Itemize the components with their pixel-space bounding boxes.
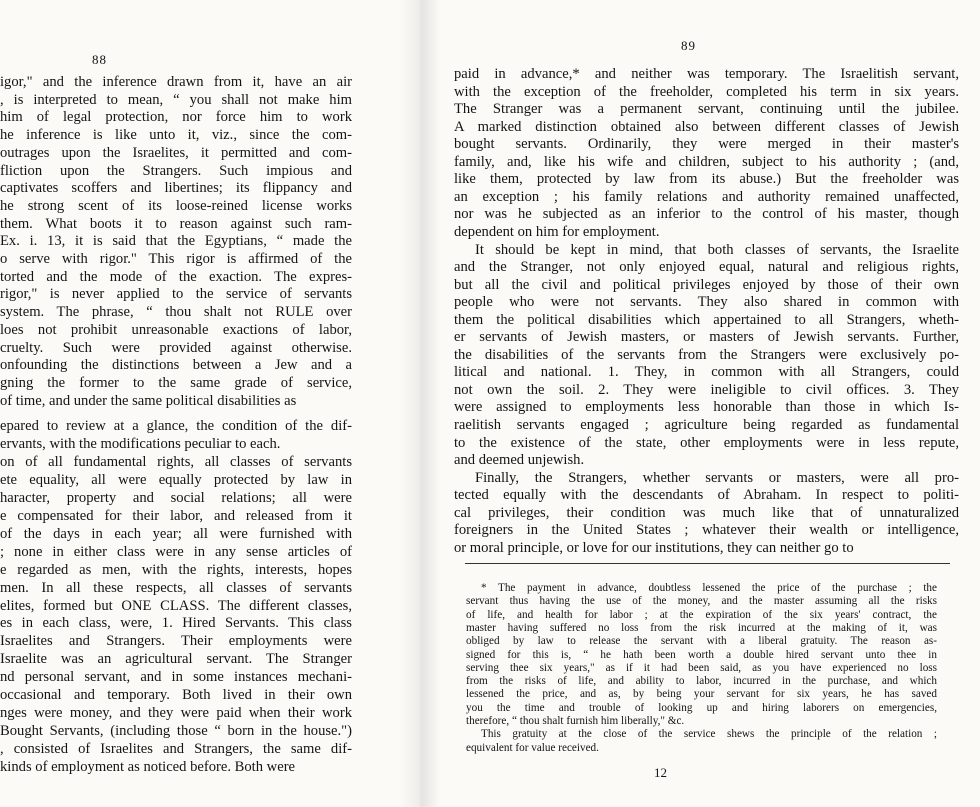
right-text-line: people who were not servants. They also shared in common with	[454, 294, 959, 311]
right-text-line: paid in advance,* and neither was temporary. The Israelitish servant,	[454, 66, 959, 82]
right-text-line: The Stranger was a permanent servant, continuing until the jubilee.	[454, 101, 959, 118]
footnote-line: of life, and health for labor ; at the expiration of the six years' contract, the	[466, 608, 937, 621]
left-text-line: onfounding the distinctions between a Jew and a	[0, 357, 352, 374]
footnote-line: master having suffered no loss from the risk incurred at the making of it, was	[466, 621, 937, 634]
left-text-line: cruelty. Such were provided against otherwise.	[0, 339, 352, 356]
left-text-line: them. What boots it to reason against such ram-	[0, 215, 352, 232]
left-text-line: occasional and temporary. Both lived in their own	[0, 687, 352, 704]
right-page	[425, 0, 980, 807]
right-page-number: 89	[681, 38, 696, 53]
left-text-line: elites, formed but ONE CLASS. The different classes,	[0, 597, 352, 614]
footnote-line: therefore, “ thou shalt furnish him liberally," &c.	[466, 715, 685, 727]
footnote-line: from the risks of life, and ability to labor, incurred in the purchase, and which	[466, 675, 937, 688]
left-text-line: captivates scoffers and libertines; its flippancy and	[0, 180, 352, 197]
right-text-line: them the political disabilities which appertained to all Strangers, wheth-	[454, 311, 959, 328]
left-text-line: o serve with rigor." This rigor is affirmed of the	[0, 251, 352, 267]
right-text-line: the disabilities of the servants from the Strangers were exclusively po-	[454, 346, 959, 363]
right-text-line: cal privileges, their condition was much like that of unnaturalized	[454, 504, 959, 521]
footnote-line: servant thus having the use of the money, and the master assuming all the risks	[466, 595, 937, 608]
footnote-line: you the time and trouble of looking up and hiring laborers on emergencies,	[466, 701, 937, 714]
left-text-line: outrages upon the Israelites, it permitted and com-	[0, 144, 352, 161]
left-text-line: nd personal servant, and in some instances mechani-	[0, 669, 352, 686]
right-text-line: to the existence of the state, other employments were in less repute,	[454, 434, 959, 451]
footnote-line: equivalent for value received.	[466, 741, 599, 754]
left-text-line: he strong scent of its loose-reined license works	[0, 197, 352, 214]
right-text-line: foreigners in the United States ; whatever their wealth or intelligence,	[454, 522, 959, 539]
left-text-line: igor," and the inference drawn from it, have an air	[0, 74, 352, 90]
right-text-line: not own the soil. 2. They were ineligible to civil offices. 3. They	[454, 381, 959, 398]
left-text-line: epared to review at a glance, the condition of the dif-	[0, 418, 352, 434]
left-text-line: Israelite was an agricultural servant. The Stranger	[0, 651, 352, 668]
right-text-line: family, and, like his wife and children, subject to his authority ; (and,	[454, 153, 959, 170]
right-text-line: A marked distinction obtained also between different classes of Jewish	[454, 118, 959, 135]
left-text-line: fliction upon the Strangers. Such impious and	[0, 162, 352, 179]
right-text-line: bought servants. Ordinarily, they were merged in their master's	[454, 136, 959, 153]
footnote-line: obliged by law to release the servant with a liberal gratuity. The reason as-	[466, 635, 937, 648]
right-text-line: and the Stranger, not only enjoyed equal, natural and religious rights,	[454, 259, 959, 276]
left-text-line: ; none in either class were in any sense articles of	[0, 543, 352, 560]
footnote-line: * The payment in advance, doubtless lessened the price of the purchase ; the	[481, 582, 937, 594]
right-text-line: dependent on him for employment.	[454, 223, 660, 240]
footnote-rule	[465, 563, 950, 564]
left-text-line: nges were money, and they were paid when their work	[0, 705, 352, 722]
right-text-line: nor was he subjected as an inferior to the control of his master, though	[454, 206, 959, 223]
left-text-line: Israelites and Strangers. Their employments were	[0, 633, 352, 650]
right-text-line: with the exception of the freeholder, completed his term in six years.	[454, 83, 959, 100]
left-text-line: , consisted of Israelites and Strangers, the same dif-	[0, 741, 352, 758]
left-text-line: he inference is like unto it, viz., since the com-	[0, 127, 352, 144]
left-text-line: on of all fundamental rights, all classes of servants	[0, 453, 352, 470]
right-text-line: Finally, the Strangers, whether servants or masters, were all pro-	[475, 469, 959, 486]
footnote-line: This gratuity at the close of the service shews the principle of the relation ;	[481, 728, 937, 741]
left-text-line: rigor," is never applied to the service of servants	[0, 286, 352, 303]
left-text-line: loes not prohibit unreasonable exactions of labor,	[0, 321, 352, 338]
left-text-line: e regarded as men, with the rights, interests, hopes	[0, 561, 352, 578]
left-text-line: gning the former to the same grade of service,	[0, 374, 352, 391]
left-text-line: , is interpreted to mean, “ you shall not make him	[0, 91, 352, 108]
left-text-line: of time, and under the same political disabilities as	[0, 392, 297, 409]
signature-mark: 12	[654, 765, 667, 780]
right-text-line: were assigned to employments less honorable than those in which Is-	[454, 399, 959, 416]
left-text-line: Ex. i. 13, it is said that the Egyptians, “ made the	[0, 233, 352, 250]
left-text-line: es in each class, were, 1. Hired Servants. This class	[0, 615, 352, 632]
right-text-line: raelitish servants engaged ; agriculture being regarded as fundamental	[454, 417, 959, 433]
right-text-line: but all the civil and political privileges enjoyed by those of their own	[454, 276, 959, 293]
right-text-line: and deemed unjewish.	[454, 452, 585, 469]
footnote-line: signed for this is, “ he hath been worth a double hired servant unto thee in	[466, 648, 937, 661]
right-text-line: or moral principle, or love for our institutions, they can neither go to	[454, 539, 854, 556]
right-text-line: litical and national. 1. They, in common with all Strangers, could	[454, 364, 959, 381]
left-text-line: ervants, with the modifications peculiar to each.	[0, 435, 281, 452]
right-text-line: er servants of Jewish masters, or masters of Jewish servants. Further,	[454, 329, 959, 346]
right-text-line: It should be kept in mind, that both classes of servants, the Israelite	[475, 241, 959, 258]
left-text-line: system. The phrase, “ thou shalt not RULE over	[0, 304, 352, 321]
left-text-line: men. In all these respects, all classes of servants	[0, 579, 352, 596]
left-text-line: Bought Servants, (including those “ born in the house.")	[0, 723, 352, 740]
left-text-line: him of legal protection, nor force him to work	[0, 109, 352, 126]
right-text-line: an exception ; his family relations and authority remained unaffected,	[454, 188, 959, 205]
footnote-line: serving thee six years," as if it had been said, as you have experienced no loss	[466, 661, 937, 674]
left-text-line: ete equality, all were equally protected by law in	[0, 471, 352, 488]
right-text-line: like them, protected by law from its abuse.) But the freeholder was	[454, 171, 959, 188]
left-page	[0, 0, 405, 807]
left-text-line: of the days in each year; all were furnished with	[0, 525, 352, 542]
left-text-line: haracter, property and social relations; all were	[0, 489, 352, 506]
left-page-number: 88	[92, 52, 107, 67]
left-text-line: torted and the mode of the exaction. The expres-	[0, 268, 352, 285]
footnote-line: lessened the price, and as, by being your servant for six years, he has saved	[466, 688, 937, 701]
right-text-line: tected equally with the descendants of Abraham. In respect to politi-	[454, 487, 959, 504]
left-text-line: e compensated for their labor, and released from it	[0, 507, 352, 524]
left-text-line: kinds of employment as noticed before. Both were	[0, 759, 296, 776]
